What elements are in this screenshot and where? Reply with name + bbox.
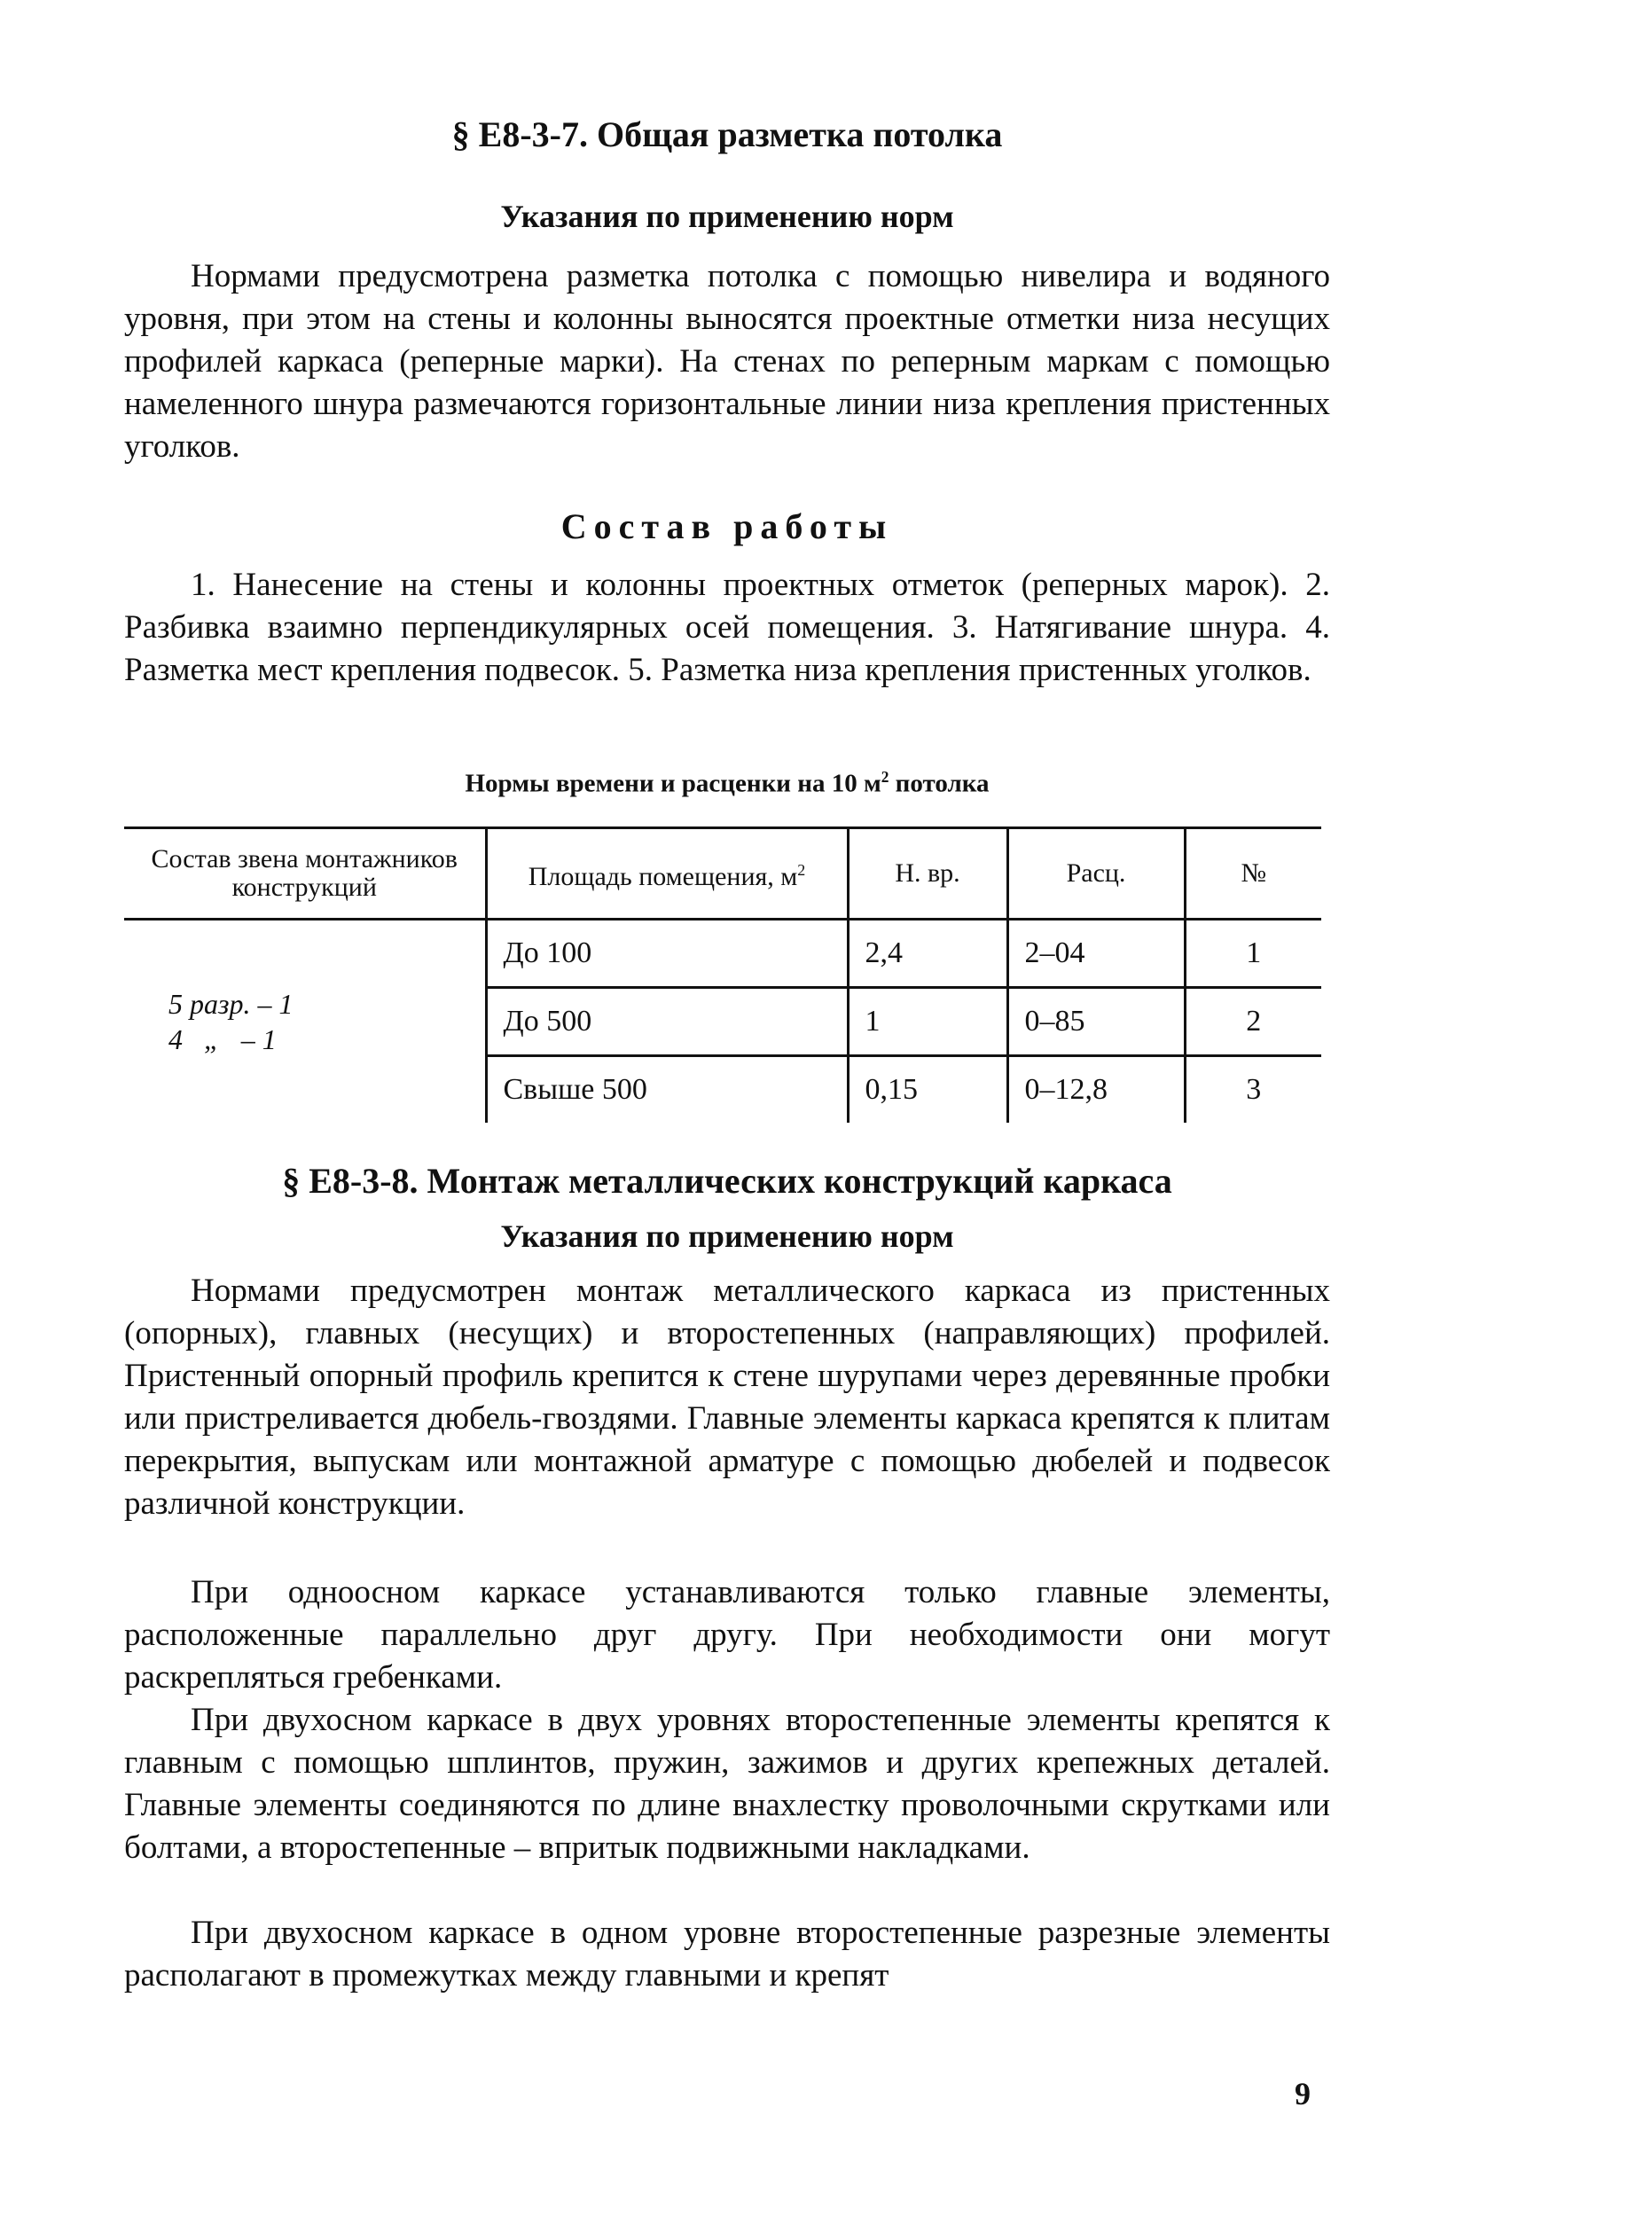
- table-caption: [124, 761, 1330, 800]
- area-cell: До 100: [486, 920, 848, 988]
- table-caption-tail: потолка: [889, 769, 990, 798]
- norm-cell: 0,15: [848, 1056, 1007, 1124]
- rate-cell: 2–04: [1007, 920, 1185, 988]
- header-rate: Расц.: [1007, 828, 1185, 920]
- table-caption-superscript: 2: [881, 768, 889, 786]
- table-caption-main: Нормы времени и расценки на 10 м: [465, 769, 881, 798]
- work-composition-heading: Состав работы: [560, 506, 894, 546]
- norm-cell: 1: [848, 988, 1007, 1056]
- header-norm: Н. вр.: [848, 828, 1007, 920]
- paragraph-framework-mounting: Нормами предусмотрен монтаж металлического каркаса из пристенных (опорных), главных (несущих) и второстепенных (направляющих) профилей. Пристенный опорный профиль крепится к стене шурупами через деревянные пробки или пристреливается дюбель-гвоздями. Главные элементы каркаса крепятся к плитам перекрытия, выпускам или монтажной арматуре с помощью дюбелей и подвесок различной конструкции.: [124, 1273, 1330, 1522]
- instructions-heading-2: Указания по применению норм: [500, 1218, 954, 1254]
- paragraph-biaxial-two-levels: При двухосном каркасе в двух уровнях второстепенные элементы крепятся к главным с помощью шплинтов, пружин, зажимов и других крепежных деталей. Главные элементы соединяются по длине внахлестку проволочными скрутками или болтами, а второстепенные – впритык подвижными накладками.: [124, 1702, 1330, 1866]
- table-row: [124, 920, 1321, 988]
- header-area-text: Площадь помещения, м: [528, 862, 798, 891]
- instructions-paragraph-1: Нормами предусмотрена разметка потолка с помощью нивелира и водяного уровня, при этом на стены и колонны выносятся проектные отметки низа несущих профилей каркаса (реперные марки). На стенах по реперным маркам с помощью намеленного шнура размечаются горизонтальные линии низа крепления пристенных уголков.: [124, 258, 1330, 465]
- paragraph-biaxial-one-level: При двухосном каркасе в одном уровне второстепенные разрезные элементы располагают в промежутках между главными и крепят: [124, 1915, 1330, 1994]
- page-number: 9: [1295, 2076, 1311, 2111]
- norm-cell: 2,4: [848, 920, 1007, 988]
- section-e8-3-8-title: § Е8-3-8. Монтаж металлических конструкций каркаса: [282, 1161, 1172, 1201]
- instructions-heading-1: Указания по применению норм: [500, 199, 954, 234]
- work-composition-text: 1. Нанесение на стены и колонны проектных отметок (реперных марок). 2. Разбивка взаимно перпендикулярных осей помещения. 3. Натягивание шнура. 4. Разметка мест крепления подвесок. 5. Разметка низа крепления пристенных уголков.: [124, 567, 1330, 688]
- crew-line: 5 разр. – 1: [168, 988, 294, 1020]
- crew-line: 4 „ – 1: [168, 1023, 277, 1055]
- table-header-row: [124, 828, 1321, 920]
- area-cell: Свыше 500: [486, 1056, 848, 1124]
- area-cell: До 500: [486, 988, 848, 1056]
- header-area-superscript: 2: [797, 861, 806, 879]
- no-cell: 3: [1185, 1056, 1321, 1124]
- paragraph-uniaxial-frame: При одноосном каркасе устанавливаются только главные элементы, расположенные параллельно друг другу. При необходимости они могут раскрепляться гребенками.: [124, 1574, 1330, 1696]
- no-cell: 2: [1185, 988, 1321, 1056]
- crew-cell: [124, 920, 486, 1124]
- header-no: №: [1185, 828, 1321, 920]
- header-area: [486, 828, 848, 920]
- rate-cell: 0–12,8: [1007, 1056, 1185, 1124]
- no-cell: 1: [1185, 920, 1321, 988]
- norms-table: [124, 826, 1321, 1123]
- rate-cell: 0–85: [1007, 988, 1185, 1056]
- header-crew: Состав звена монтажников конструкций: [124, 828, 486, 920]
- section-e8-3-7-title: § Е8-3-7. Общая разметка потолка: [451, 114, 1003, 154]
